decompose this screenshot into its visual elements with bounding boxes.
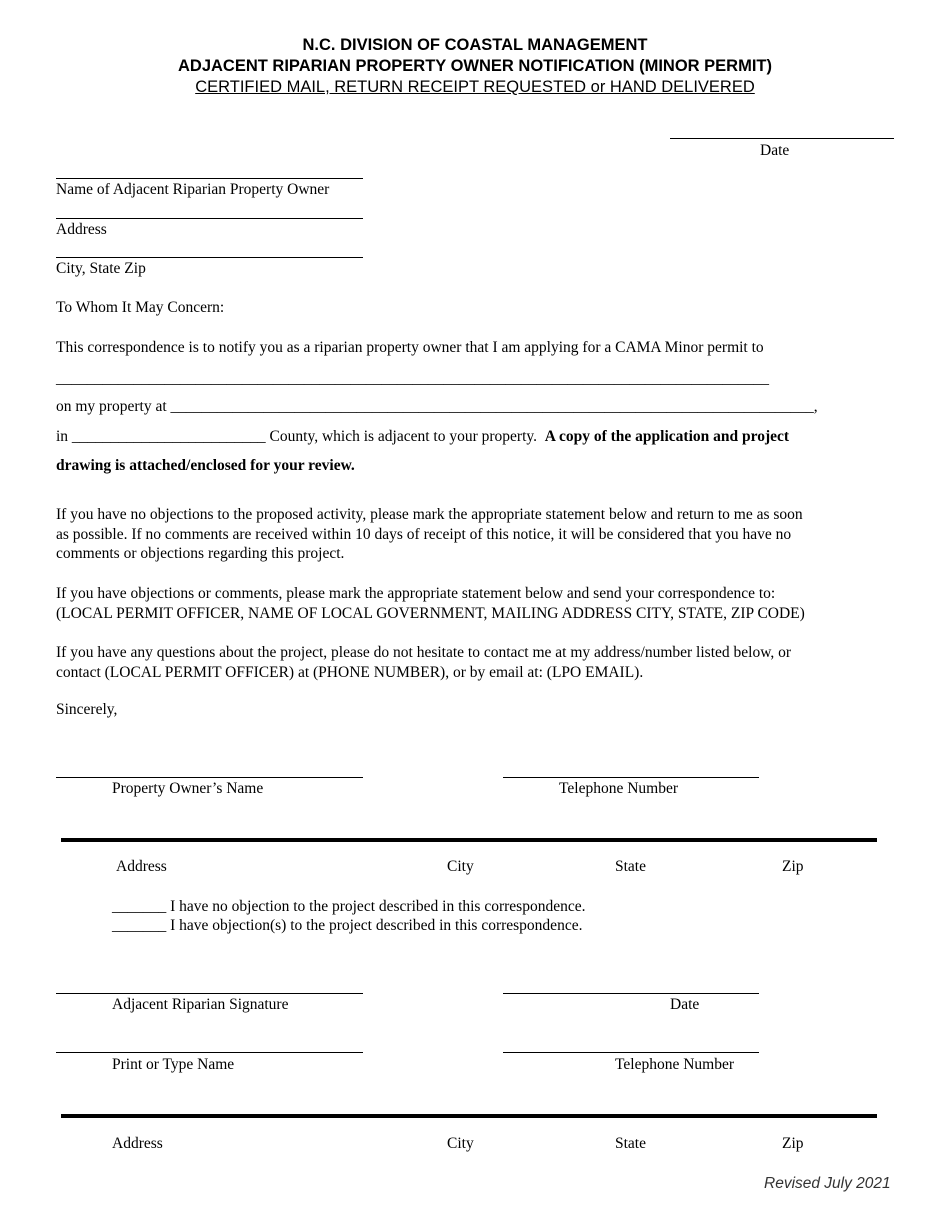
owner-state-label: State [615,858,646,875]
paragraph-questions: If you have any questions about the project, please do not hesitate to contact me at my address/number listed below, or contact (LOCAL PERMIT OFFICER) at (PHONE NUMBER), or by email at: (LPO EMAIL). [56,644,792,681]
salutation: To Whom It May Concern: [56,299,225,316]
riparian-print-name-label: Print or Type Name [112,1056,235,1073]
recipient-name-line[interactable] [56,178,363,179]
intro-text: This correspondence is to notify you as a riparian property owner that I am applying for a CAMA Minor permit to [56,339,764,356]
attachment-notice-a: A copy of the application and project [544,428,790,445]
closing: Sincerely, [56,701,118,718]
recipient-name-label: Name of Adjacent Riparian Property Owner [56,181,330,198]
no-objection-statement[interactable]: _______ I have no objection to the project described in this correspondence. [112,898,586,915]
riparian-phone-label: Telephone Number [615,1056,734,1073]
recipient-city-label: City, State Zip [56,260,146,277]
form-title: ADJACENT RIPARIAN PROPERTY OWNER NOTIFICATION (MINOR PERMIT) [178,57,772,75]
riparian-signature-label: Adjacent Riparian Signature [112,996,289,1013]
riparian-address-label: Address [112,1135,163,1152]
riparian-print-name-line[interactable] [56,1052,363,1053]
attachment-notice-b: drawing is attached/enclosed for your review. [56,457,355,474]
date-line[interactable] [670,138,894,139]
owner-name-line[interactable] [56,777,363,778]
purpose-blank[interactable]: ____________________________________________________________________________________________ [56,370,769,387]
recipient-address-label: Address [56,221,107,238]
paragraph-no-objection: If you have no objections to the proposed activity, please mark the appropriate statement below and return to me as soon as possible. If no comments are received within 10 days of receipt of this notice, it will be considered that you have no comments or objections regarding this project. [56,506,803,562]
riparian-state-label: State [615,1135,646,1152]
riparian-signature-line[interactable] [56,993,363,994]
riparian-date-line[interactable] [503,993,759,994]
owner-city-label: City [447,858,474,875]
owner-phone-label: Telephone Number [559,780,678,797]
county-line [56,428,789,446]
delivery-method: CERTIFIED MAIL, RETURN RECEIPT REQUESTED or HAND DELIVERED [195,78,755,96]
owner-phone-line[interactable] [503,777,759,778]
riparian-address-rule[interactable] [61,1114,877,1118]
owner-zip-label: Zip [782,858,804,875]
revision-date: Revised July 2021 [764,1175,891,1192]
riparian-date-label: Date [670,996,700,1013]
riparian-zip-label: Zip [782,1135,804,1152]
paragraph-objection: If you have objections or comments, please mark the appropriate statement below and send your correspondence to: (LOCAL PERMIT OFFICER, NAME OF LOCAL GOVERNMENT, MAILING ADDRESS CITY, STATE, ZIP CODE) [56,585,805,622]
county-text[interactable]: in _________________________ County, which is adjacent to your property. [56,428,538,445]
owner-address-label: Address [116,858,167,875]
recipient-city-line[interactable] [56,257,363,258]
property-location-line[interactable]: on my property at ___________________________________________________________________________________, [56,398,818,415]
owner-name-label: Property Owner’s Name [112,780,264,797]
date-label: Date [760,142,790,159]
riparian-city-label: City [447,1135,474,1152]
recipient-address-line[interactable] [56,218,363,219]
objection-statement[interactable]: _______ I have objection(s) to the project described in this correspondence. [112,917,583,934]
owner-address-rule[interactable] [61,838,877,842]
riparian-phone-line[interactable] [503,1052,759,1053]
form-agency-title: N.C. DIVISION OF COASTAL MANAGEMENT [302,36,648,54]
